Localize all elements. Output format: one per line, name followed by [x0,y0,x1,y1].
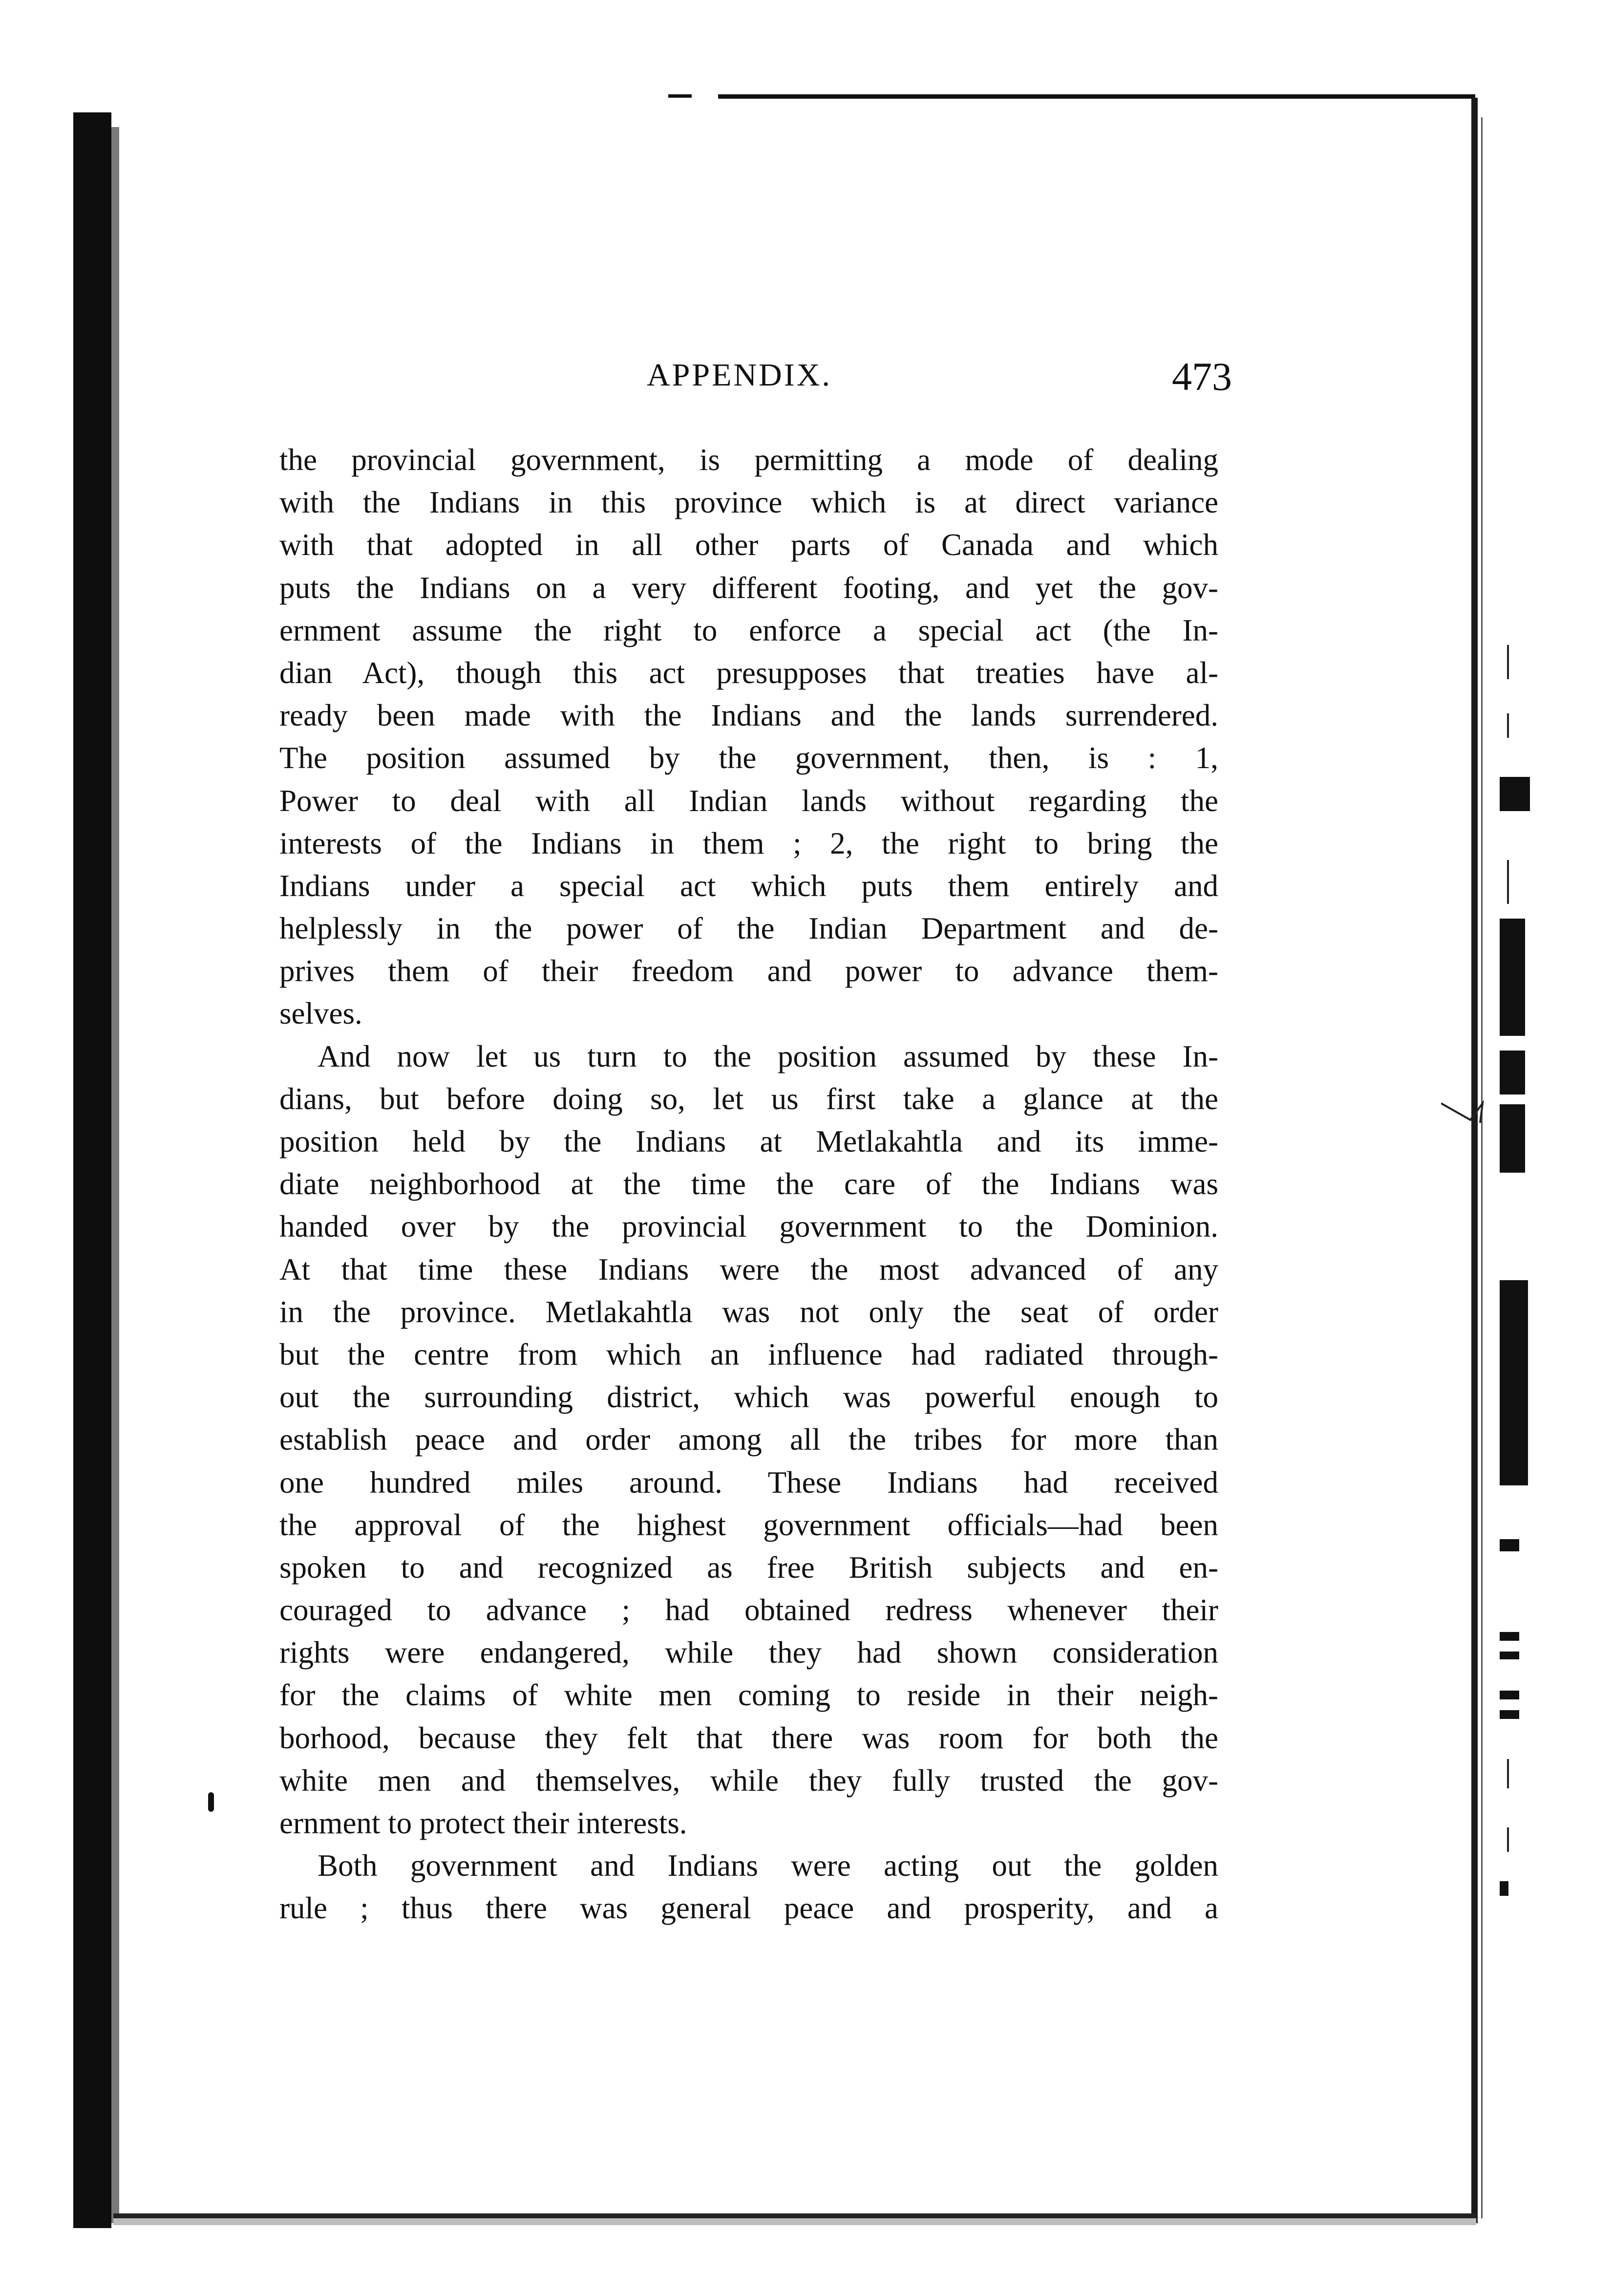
margin-bar [1500,1051,1525,1094]
text-line: selves. [279,996,362,1031]
running-header [279,354,1232,410]
text-line: helplessly in the power of the Indian Department and de- [279,911,1218,946]
margin-bar [1500,919,1525,1036]
text-line: couraged to advance ; had obtained redress whenever their [279,1593,1218,1628]
text-line: puts the Indians on a very different footing, and yet the gov- [279,570,1218,605]
text-line: rule ; thus there was general peace and prosperity, and a [279,1891,1218,1926]
margin-bar [1500,1280,1528,1485]
top-edge-mark [668,94,692,98]
margin-tick [1507,645,1509,679]
ink-spot [208,1792,214,1812]
right-page-edge-inner [1481,117,1483,2218]
margin-tick [1507,860,1509,904]
margin-bar [1500,1881,1508,1896]
margin-bar [1500,1691,1519,1699]
margin-bar [1500,777,1530,811]
text-line: borhood, because they felt that there was room for both the [279,1720,1218,1755]
text-line: And now let us turn to the position assumed by these In- [318,1039,1218,1073]
margin-tick [1507,1827,1509,1852]
text-line: position held by the Indians at Metlakahtla and its imme- [279,1124,1218,1159]
margin-bar [1500,1632,1519,1641]
text-line: ready been made with the Indians and the lands surrendered. [279,698,1218,733]
text-line: establish peace and order among all the tribes for more than [279,1422,1218,1457]
spine-edge [111,127,119,2223]
margin-tick [1507,1759,1509,1788]
text-line: white men and themselves, while they fully trusted the gov- [279,1763,1218,1798]
bottom-page-edge [113,2213,1476,2218]
text-line: spoken to and recognized as free British subjects and en- [279,1550,1218,1585]
text-line: handed over by the provincial government to the Dominion. [279,1209,1218,1244]
text-line: rights were endangered, while they had shown consideration [279,1635,1218,1670]
text-line: diate neighborhood at the time the care of the Indians was [279,1167,1218,1202]
text-line: but the centre from which an influence had radiated through- [279,1337,1218,1372]
page-number: 473 [1172,354,1232,399]
margin-tick [1507,713,1509,738]
pencil-mark-icon [1441,1099,1500,1129]
text-line: the provincial government, is permitting a mode of dealing [279,443,1218,477]
body-text [279,439,1218,1930]
text-line: The position assumed by the government, then, is : 1, [279,741,1218,775]
text-line: one hundred miles around. These Indians had received [279,1465,1218,1500]
running-head-title: APPENDIX. [647,357,832,393]
text-line: Indians under a special act which puts them entirely and [279,868,1218,903]
text-line: with the Indians in this province which is at direct variance [279,485,1218,520]
text-line: interests of the Indians in them ; 2, the right to bring the [279,826,1218,860]
margin-bar [1500,1104,1525,1173]
book-spine-shadow [73,112,111,2228]
bottom-edge-shadow [113,2218,1476,2225]
text-line: the approval of the highest government officials—had been [279,1507,1218,1542]
text-line: prives them of their freedom and power to advance them- [279,954,1218,988]
text-line: At that time these Indians were the most advanced of any [279,1252,1218,1287]
text-line: in the province. Metlakahtla was not only the seat of order [279,1294,1218,1329]
margin-bar [1500,1710,1519,1719]
right-page-edge [1471,98,1478,2223]
text-line: Both government and Indians were acting out the golden [318,1848,1218,1883]
text-line: ernment to protect their interests. [279,1806,687,1840]
text-line: ernment assume the right to enforce a special act (the In- [279,613,1218,647]
text-line: dians, but before doing so, let us first take a glance at the [279,1081,1218,1116]
text-line: for the claims of white men coming to reside in their neigh- [279,1678,1218,1713]
text-line: with that adopted in all other parts of Canada and which [279,528,1218,562]
text-line: Power to deal with all Indian lands without regarding the [279,783,1218,818]
top-page-edge [718,94,1475,99]
margin-bar [1500,1539,1519,1551]
margin-bar [1500,1652,1519,1659]
text-line: dian Act), though this act presupposes that treaties have al- [279,655,1218,690]
text-line: out the surrounding district, which was powerful enough to [279,1380,1218,1415]
